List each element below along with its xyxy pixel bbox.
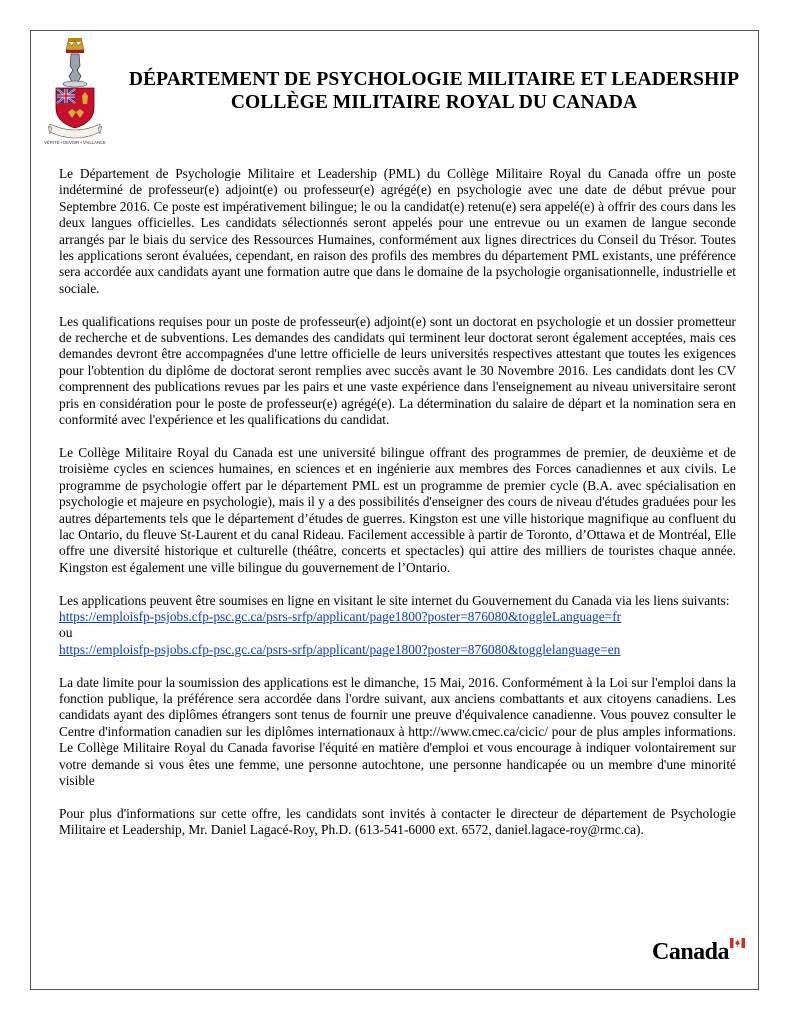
link-apply-english[interactable]: https://emploisfp-psjobs.cfp-psc.gc.ca/psrs-srfp/applicant/page1800?poster=876080&togglelanguage=en — [59, 641, 621, 657]
canada-wordmark — [652, 940, 748, 964]
paragraph-applications — [59, 593, 736, 659]
paragraph-intro: Le Département de Psychologie Militaire et Leadership (PML) du Collège Militaire Royal du Canada offre un poste indéterminé de professeur(e) adjoint(e) ou professeur(e) agrégé(e) en psychologie avec une date de début prévue pour Septembre 2016. Ce poste est impérativement bilingue; le ou la candidat(e) retenu(e) sera appelé(e) à offrir des cours dans les deux langues officielles. Les candidats sélectionnés seront appelés pour une entrevue ou un examen de langue seconde arrangés par le biais du service des Ressources Humaines, conformément aux lignes directrices du Conseil du Trésor. Toutes les applications seront évaluées, cependant, en raison des profils des membres du département PML existants, une préférence sera accordée aux candidats ayant une formation autre que dans le domaine de la psychologie organisationnelle, industrielle et sociale. — [59, 166, 736, 296]
link-apply-french[interactable]: https://emploisfp-psjobs.cfp-psc.gc.ca/psrs-srfp/applicant/page1800?poster=876080&toggleLanguage=fr — [59, 608, 622, 624]
paragraph-qualifications: Les qualifications requises pour un poste de professeur(e) adjoint(e) sont un doctorat en psychologie et un dossier prometteur de recherche et de subventions. Les demandes des candidats qui terminent leur doctorat seront également acceptées, mais ces demandes devront être accompagnées d'une lettre officielle de leurs universités respectives attestant que toutes les exigences pour l'obtention du diplôme de doctorat seront remplies avec succès avant le 30 Novembre 2016. Les candidats dont les CV comprennent des publications revues par les pairs et une vaste expérience dans l'enseignement au niveau universitaire seront pris en considération pour le poste de professeur(e) agrégé(e). La détermination du salaire de départ et la nomination sera en conformité avec l'expérience et les qualifications du candidat. — [59, 313, 736, 428]
title-line-department: DÉPARTEMENT DE PSYCHOLOGIE MILITAIRE ET LEADERSHIP — [128, 69, 740, 90]
crest-motto: VÉRITÉ • DEVOIR • VAILLANCE — [44, 140, 106, 145]
paragraph-college: Le Collège Militaire Royal du Canada est une université bilingue offrant des programmes de premier, de deuxième et de troisième cycles en sciences humaines, en sciences et en ingénierie aux membres des Forces canadiennes et aux civils. Le programme de psychologie offert par le département PML est un programme de premier cycle (B.A. avec spécialisation en psychologie et majeure en psychologie), mais il y a des possibilités d'enseigner des cours de niveau d'études graduées pour les autres départements tels que le département d’études de guerres. Kingston est une ville historique magnifique au confluent du lac Ontario, du fleuve St-Laurent et du canal Rideau. Facilement accessible à partir de Toronto, d’Ottawa et de Montréal, Elle offre une diversité historique et culturelle (théâtre, concerts et spectacles) qui attire des milliers de touristes chaque année. Kingston est également une ville bilingue du gouvernement de l’Ontario. — [59, 444, 736, 575]
title-line-college: COLLÈGE MILITAIRE ROYAL DU CANADA — [230, 92, 638, 113]
shield-icon — [56, 88, 94, 128]
rmc-crest-logo — [44, 36, 106, 148]
applications-intro: Les applications peuvent être soumises en ligne en visitant le site internet du Gouvernement du Canada via les liens suivants: — [59, 592, 730, 608]
paragraph-deadline: La date limite pour la soumission des applications est le dimanche, 15 Mai, 2016. Conformément à la Loi sur l'emploi dans la fonction publique, la préférence sera accordée dans l'ordre suivant, aux anciens combattants et aux citoyens canadiens. Les candidats ayant des diplômes étrangers sont tenus de fournir une preuve d'équivalence canadienne. Vous pouvez consulter le Centre d'information canadien sur les diplômes internationaux à http://www.cmec.ca/cicic/ pour de plus amples informations. Le Collège Militaire Royal du Canada favorise l'équité en matière d'emploi et vous encourage à indiquer volontairement sur votre demande si vous êtes une femme, une personne autochtone, une personne handicapée ou un membre d'une minorité visible — [59, 674, 736, 788]
crown-icon — [66, 38, 84, 53]
canada-flag-icon — [730, 938, 745, 948]
canada-wordmark-text: Canada — [652, 939, 730, 965]
job-posting-body — [59, 166, 736, 855]
applications-or: ou — [59, 625, 73, 641]
paragraph-contact: Pour plus d'informations sur cette offre, les candidats sont invités à contacter le directeur de département de Psychologie Militaire et Leadership, Mr. Daniel Lagacé-Roy, Ph.D. (613-541-6000 ext. 6572, daniel.lagace-roy@rmc.ca). — [59, 805, 736, 838]
mailed-fist-icon — [63, 54, 87, 87]
page-title — [110, 68, 758, 114]
